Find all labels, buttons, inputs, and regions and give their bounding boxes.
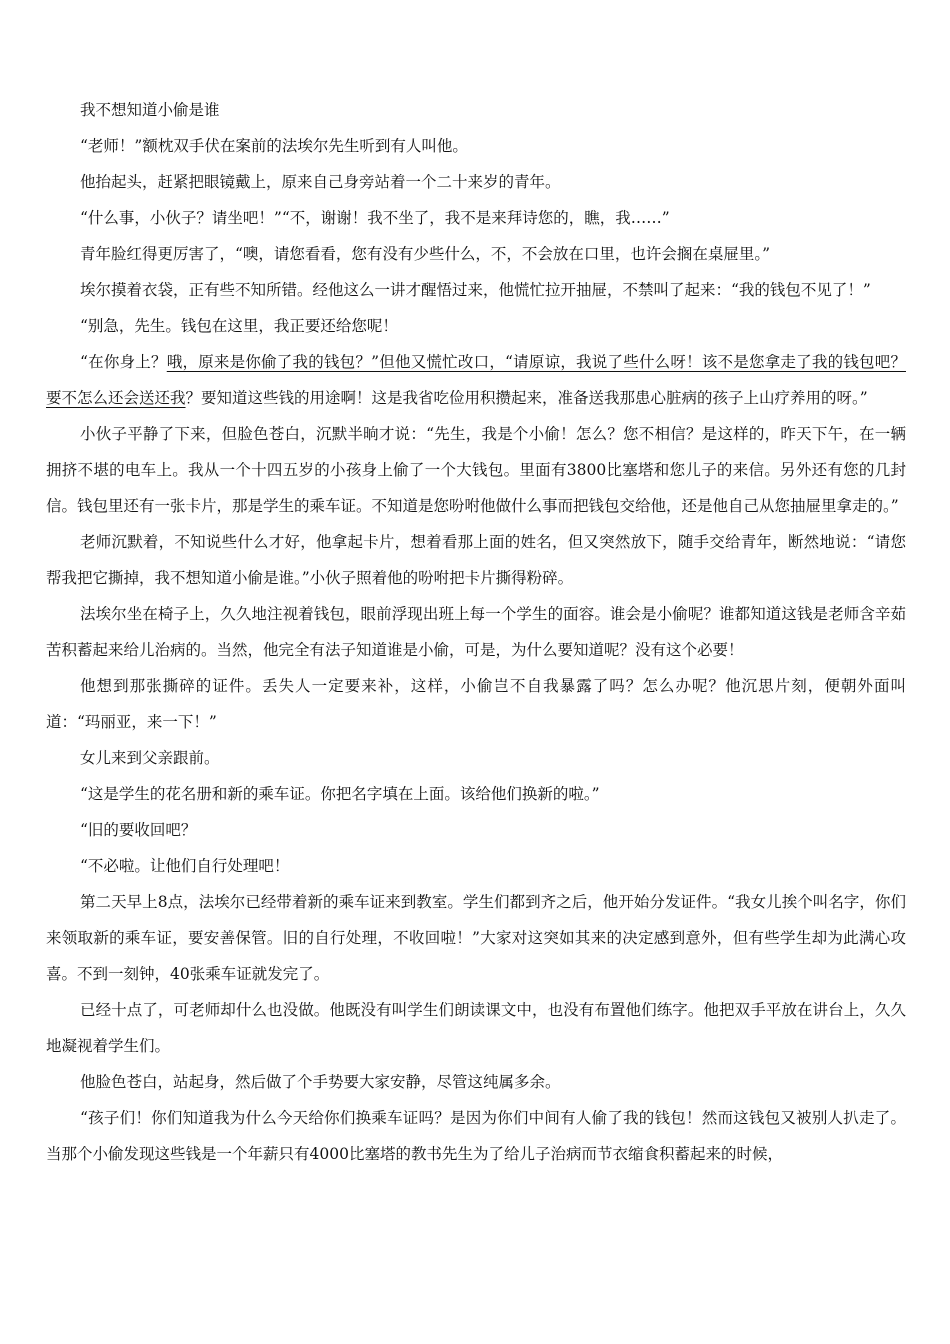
- document-page: [46, 92, 906, 1172]
- paragraph: 女儿来到父亲跟前。: [80, 749, 220, 767]
- paragraph: 老师沉默着，不知说些什么才好，他拿起卡片，想着看那上面的姓名，但又突然放下，随手交给青年，断然地说：“请您帮我把它撕掉，我不想知道小偷是谁。”小伙子照着他的吩咐把卡片撕得粉碎。: [46, 533, 906, 587]
- paragraph: “别急，先生。钱包在这里，我正要还给您呢！: [80, 317, 398, 335]
- paragraph-with-underline: [46, 344, 906, 416]
- paragraph-text: ？要知道这些钱的用途啊！这是我省吃俭用积攒起来，准备送我那患心脏病的孩子上山疗养用的呀。”: [185, 389, 868, 407]
- paragraph: “旧的要收回吧？: [80, 821, 197, 839]
- paragraph: “孩子们！你们知道我为什么今天给你们换乘车证吗？是因为你们中间有人偷了我的钱包！然而这钱包又被别人扒走了。当那个小偷发现这些钱是一个年薪只有4000比塞塔的教书先生为了给儿子治病而节衣缩食积蓄起来的时候，: [46, 1109, 906, 1163]
- paragraph: “不必啦。让他们自行处理吧！: [80, 857, 290, 875]
- document-title: 我不想知道小偷是谁: [80, 101, 220, 119]
- paragraph: “老师！”额枕双手伏在案前的法埃尔先生听到有人叫他。: [80, 137, 468, 155]
- paragraph: “这是学生的花名册和新的乘车证。你把名字填在上面。该给他们换新的啦。”: [80, 785, 600, 803]
- paragraph: 他脸色苍白，站起身，然后做了个手势要大家安静，尽管这纯属多余。: [80, 1073, 561, 1091]
- paragraph: 青年脸红得更厉害了，“噢，请您看看，您有没有少些什么，不，不会放在口里，也许会搁在桌屉里。”: [80, 245, 771, 263]
- paragraph: 埃尔摸着衣袋，正有些不知所错。经他这么一讲才醒悟过来，他慌忙拉开抽屉，不禁叫了起来：“我的钱包不见了！”: [80, 281, 871, 299]
- paragraph: “什么事，小伙子？请坐吧！”“不，谢谢！我不坐了，我不是来拜诗您的，瞧，我……”: [80, 209, 670, 227]
- paragraph: 他想到那张撕碎的证件。丢失人一定要来补，这样，小偷岂不自我暴露了吗？怎么办呢？他沉思片刻，便朝外面叫道：“玛丽亚，来一下！”: [46, 677, 906, 731]
- paragraph: 法埃尔坐在椅子上，久久地注视着钱包，眼前浮现出班上每一个学生的面容。谁会是小偷呢？谁都知道这钱是老师含辛茹苦积蓄起来给儿治病的。当然，他完全有法子知道谁是小偷，可是，为什么要知道呢？没有这个必要！: [46, 605, 906, 659]
- underlined-text: 哦，原来是你偷了我的钱包？”但他又慌忙改口，“请原谅，我说了些什么呀！该不是您拿走了我的钱包吧？要不怎么还会送还我: [46, 353, 906, 407]
- paragraph: 他抬起头，赶紧把眼镜戴上，原来自己身旁站着一个二十来岁的青年。: [80, 173, 561, 191]
- paragraph: 第二天早上8点，法埃尔已经带着新的乘车证来到教室。学生们都到齐之后，他开始分发证件。“我女儿挨个叫名字，你们来领取新的乘车证，要安善保管。旧的自行处理，不收回啦！”大家对这突如其来的决定感到意外，但有些学生却为此满心攻喜。不到一刻钟，40张乘车证就发完了。: [46, 893, 906, 983]
- paragraph-text: “在你身上？: [80, 353, 167, 371]
- paragraph: 小伙子平静了下来，但脸色苍白，沉默半晌才说：“先生，我是个小偷！怎么？您不相信？是这样的，昨天下午，在一辆拥挤不堪的电车上。我从一个十四五岁的小孩身上偷了一个大钱包。里面有3800比塞塔和您儿子的来信。另外还有您的几封信。钱包里还有一张卡片，那是学生的乘车证。不知道是您吩咐他做什么事而把钱包交给他，还是他自己从您抽屉里拿走的。”: [46, 425, 906, 515]
- paragraph: 已经十点了，可老师却什么也没做。他既没有叫学生们朗读课文中，也没有布置他们练字。他把双手平放在讲台上，久久地凝视着学生们。: [46, 1001, 906, 1055]
